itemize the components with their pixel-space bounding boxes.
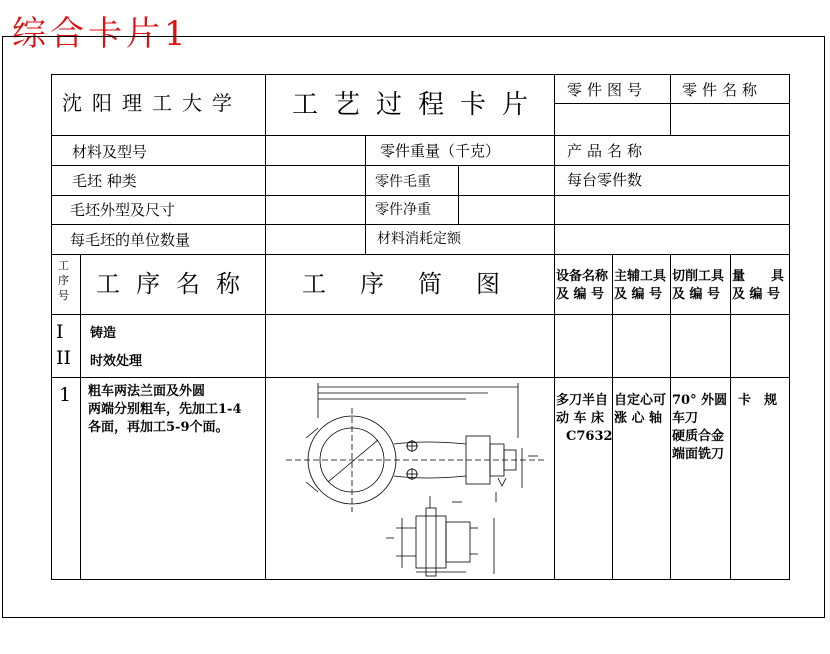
operation-seq-2: II <box>56 346 72 369</box>
aux-tool-header: 主辅工具 及 编 号 <box>614 269 667 302</box>
operation-equipment: 多刀半自 动 车 床 C7632 <box>556 393 613 444</box>
operation-description: 粗车两法兰面及外圆 两端分别粗车，先加工1-4 各面，再加工5-9个面。 <box>88 384 242 435</box>
operation-name-casting: 铸造 <box>90 325 117 341</box>
part-net-weight-label: 零件净重 <box>375 202 431 218</box>
measuring-tool-header: 量 具 及 编 号 <box>732 269 785 302</box>
seq-no-header: 工 序 号 <box>58 259 69 302</box>
operation-name-header: 工序名称 <box>96 270 256 298</box>
operation-aux-tool: 自定心可 涨 心 轴 <box>614 393 667 426</box>
cutting-tool-header: 切削工具 及 编 号 <box>672 269 725 302</box>
card-title: 综合卡片1 <box>12 14 190 54</box>
product-name-label: 产品名称 <box>567 141 648 160</box>
part-weight-label: 零件重量（千克） <box>380 141 501 160</box>
operation-seq-3: 1 <box>59 383 72 406</box>
blank-shape-size-label: 毛坯外型及尺寸 <box>70 200 176 219</box>
university-name: 沈阳理工大学 <box>62 91 242 115</box>
blank-type-label: 毛坯 种类 <box>72 171 137 190</box>
operation-sketch-header: 工序简图 <box>302 270 534 298</box>
material-model-label: 材料及型号 <box>72 142 148 161</box>
operation-name-aging: 时效处理 <box>90 353 143 369</box>
material-consumption-label: 材料消耗定额 <box>377 231 461 247</box>
operation-measuring-tool: 卡 规 <box>738 393 778 408</box>
part-drawing-no-label: 零件图号 <box>567 80 648 99</box>
units-per-blank-label: 每毛坯的单位数量 <box>70 230 191 249</box>
card-name: 工艺过程卡片 <box>292 90 545 120</box>
operation-sketch-drawing <box>266 378 554 579</box>
part-gross-weight-label: 零件毛重 <box>375 174 431 190</box>
part-name-label: 零件名称 <box>682 80 763 99</box>
equipment-header: 设备名称 及 编 号 <box>556 269 609 302</box>
operation-cutting-tool: 70° 外圆 车刀 硬质合金 端面铣刀 <box>672 393 728 462</box>
pieces-per-unit-label: 每台零件数 <box>567 170 643 189</box>
operation-seq-1: I <box>56 320 64 343</box>
